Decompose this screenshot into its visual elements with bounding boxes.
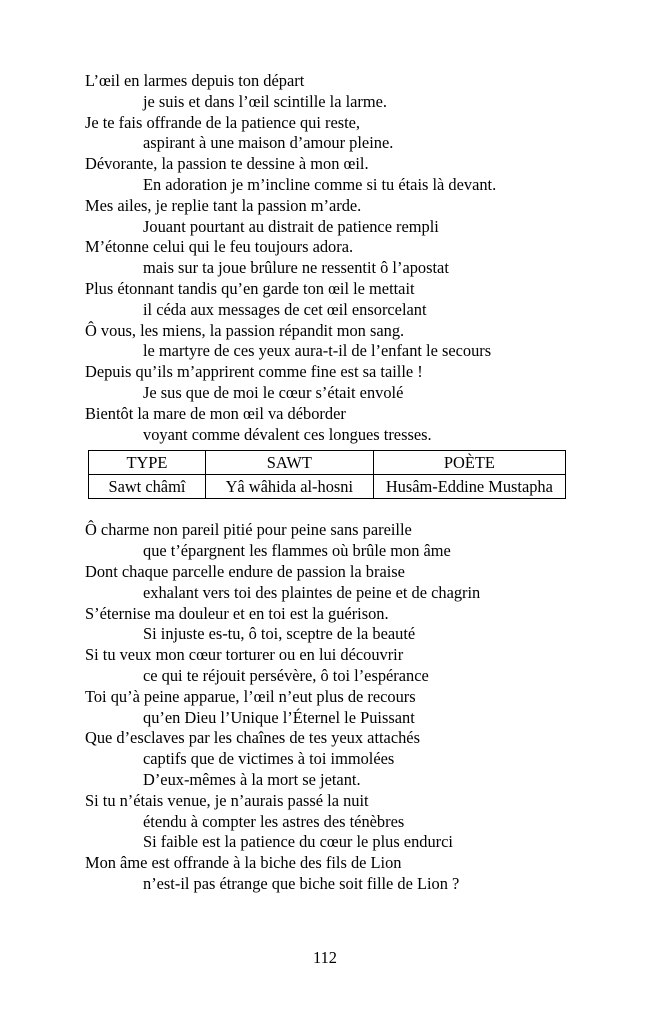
verse-line: Si injuste es-tu, ô toi, sceptre de la beauté	[143, 624, 416, 644]
poem-metadata-table	[88, 450, 566, 499]
table-cell-type: Sawt châmî	[89, 475, 206, 499]
table-header-sawt: SAWT	[205, 451, 373, 475]
verse-line: Je te fais offrande de la patience qui reste,	[85, 112, 361, 132]
verse-line: n’est-il pas étrange que biche soit fille de Lion ?	[143, 873, 460, 893]
poem-first	[85, 71, 568, 445]
verse-line: D’eux-mêmes à la mort se jetant.	[143, 769, 361, 789]
poem-second	[85, 520, 568, 894]
page-content	[85, 71, 568, 895]
table-header-poete: POÈTE	[373, 451, 565, 475]
verse-line: que t’épargnent les flammes où brûle mon âme	[143, 541, 451, 561]
verse-line: S’éternise ma douleur et en toi est la guérison.	[85, 603, 389, 623]
verse-line: Si tu veux mon cœur torturer ou en lui découvrir	[85, 645, 404, 665]
verse-line: le martyre de ces yeux aura-t-il de l’enfant le secours	[143, 341, 492, 361]
verse-line: Que d’esclaves par les chaînes de tes yeux attachés	[85, 728, 420, 748]
verse-line: Ô charme non pareil pitié pour peine sans pareille	[85, 520, 412, 540]
verse-line: je suis et dans l’œil scintille la larme.	[143, 91, 387, 111]
verse-line: captifs que de victimes à toi immolées	[143, 749, 395, 769]
verse-line: Si tu n’étais venue, je n’aurais passé la nuit	[85, 790, 369, 810]
verse-line: qu’en Dieu l’Unique l’Éternel le Puissant	[143, 707, 415, 727]
verse-line: Plus étonnant tandis qu’en garde ton œil le mettait	[85, 278, 415, 298]
verse-line: Mon âme est offrande à la biche des fils de Lion	[85, 853, 402, 873]
verse-line: mais sur ta joue brûlure ne ressentit ô l’apostat	[143, 258, 449, 278]
verse-line: aspirant à une maison d’amour pleine.	[143, 133, 394, 153]
verse-line: Jouant pourtant au distrait de patience rempli	[143, 216, 439, 236]
verse-line: Ô vous, les miens, la passion répandit mon sang.	[85, 320, 405, 340]
page-number: 112	[313, 948, 337, 967]
verse-line: Si faible est la patience du cœur le plus endurci	[143, 832, 453, 852]
verse-line: M’étonne celui qui le feu toujours adora.	[85, 237, 354, 257]
verse-line: exhalant vers toi des plaintes de peine et de chagrin	[143, 582, 481, 602]
verse-line: ce qui te réjouit persévère, ô toi l’espérance	[143, 665, 429, 685]
table-cell-sawt: Yâ wâhida al-hosni	[205, 475, 373, 499]
verse-line: En adoration je m’incline comme si tu étais là devant.	[143, 174, 497, 194]
verse-line: Depuis qu’ils m’apprirent comme fine est sa taille !	[85, 362, 423, 382]
table-row	[89, 475, 566, 499]
verse-line: Mes ailes, je replie tant la passion m’arde.	[85, 195, 362, 215]
table-header-row	[89, 451, 566, 475]
verse-line: L’œil en larmes depuis ton départ	[85, 71, 305, 90]
verse-line: il céda aux messages de cet œil ensorcelant	[143, 299, 427, 319]
verse-line: étendu à compter les astres des ténèbres	[143, 811, 405, 831]
table-header-type: TYPE	[89, 451, 206, 475]
verse-line: Dévorante, la passion te dessine à mon œil.	[85, 154, 369, 174]
verse-line: Je sus que de moi le cœur s’était envolé	[143, 382, 404, 402]
verse-line: Dont chaque parcelle endure de passion la braise	[85, 561, 405, 581]
verse-line: Toi qu’à peine apparue, l’œil n’eut plus de recours	[85, 686, 416, 706]
verse-line: voyant comme dévalent ces longues tresses.	[143, 424, 432, 444]
table-cell-poete: Husâm-Eddine Mustapha	[373, 475, 565, 499]
verse-line: Bientôt la mare de mon œil va déborder	[85, 403, 346, 423]
